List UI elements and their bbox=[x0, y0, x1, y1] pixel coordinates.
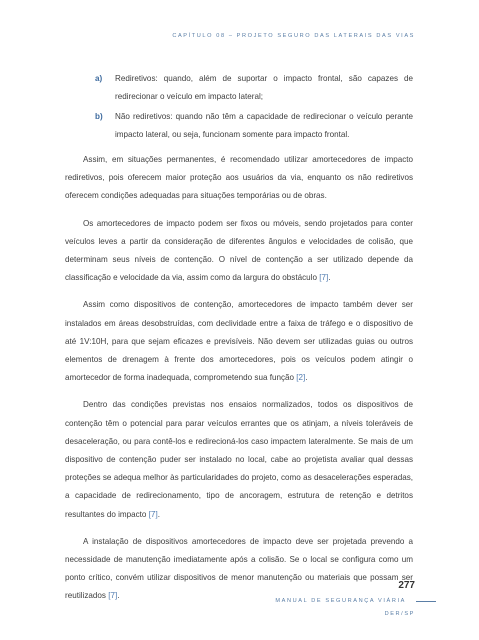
list-item-text: Não rediretivos: quando não têm a capacidade de redirecionar o veículo perante impacto lateral, ou seja, funcionam somente para impacto frontal. bbox=[115, 112, 413, 139]
paragraph-text: A instalação de dispositivos amortecedores de impacto deve ser projetada prevendo a necessidade de manutenção imediatamente após a colisão. Se o local se configura como um ponto crítico, convém utilizar dispositivos de menor manutenção ou materiais que possam ser reutilizados bbox=[65, 536, 413, 601]
paragraph-text: Assim, em situações permanentes, é recomendado utilizar amortecedores de impacto rediretivos, pois oferecem maior proteção aos usuários da via, enquanto os não rediretivos oferecem condições adequadas para situações temporárias ou de obras. bbox=[65, 155, 413, 201]
footer-divider bbox=[416, 601, 436, 602]
body-text bbox=[65, 151, 413, 615]
reference-link[interactable]: [7] bbox=[319, 273, 329, 283]
chapter-header: CAPÍTULO 08 – PROJETO SEGURO DAS LATERAIS DAS VIAS bbox=[172, 33, 415, 39]
organization-name: DER/SP bbox=[384, 611, 415, 617]
list-marker: b) bbox=[95, 112, 103, 121]
paragraph-text: Os amortecedores de impacto podem ser fixos ou móveis, sendo projetados para conter veículos leves a partir da consideração de diferentes ângulos e velocidades de colisão, que determinam seus níveis de contenção. O nível de contenção a ser utilizado depende da classificação e velocidade da via, assim como da largura do obstáculo bbox=[65, 218, 413, 283]
paragraph-text: Assim como dispositivos de contenção, amortecedores de impacto também dever ser instalados em áreas desobstruídas, com declividade entre a faixa de tráfego e o dispositivo de até 1V:10H, para que sejam eficazes e previsíveis. Não devem ser utilizadas guias ou outros elementos de drenagem à frente dos amortecedores, pois os veículos podem atingir o amortecedor de forma inadequada, comprometendo sua função bbox=[65, 300, 413, 383]
paragraph bbox=[65, 533, 413, 606]
paragraph bbox=[65, 396, 413, 523]
paragraph-tail: . bbox=[157, 509, 160, 519]
paragraph-tail: . bbox=[328, 273, 331, 283]
definition-list bbox=[95, 70, 413, 146]
list-item-text: Rediretivos: quando, além de suportar o impacto frontal, são capazes de redirecionar o veículo em impacto lateral; bbox=[115, 74, 413, 101]
reference-link[interactable]: [7] bbox=[148, 509, 158, 519]
list-item bbox=[95, 70, 413, 106]
page-number: 277 bbox=[398, 580, 415, 591]
paragraph-tail: . bbox=[305, 373, 308, 383]
paragraph-text: Dentro das condições previstas nos ensaios normalizados, todos os dispositivos de contenção têm o potencial para parar veículos errantes que os atinjam, a níveis toleráveis de desaceleração, ou para contê-los e redirecioná-los caso impactem lateralmente. Se mais de um dispositivo de contenção puder ser instalado no local, cabe ao projetista avaliar qual dessas proteções se adequa melhor às particularidades do projeto, como as desacelerações esperadas, a capacidade de redirecionamento, tipo de ancoragem, estrutura de retenção e detritos resultantes do impacto bbox=[65, 400, 413, 519]
paragraph bbox=[65, 296, 413, 387]
manual-title: MANUAL DE SEGURANÇA VIÁRIA bbox=[275, 598, 406, 604]
paragraph bbox=[65, 151, 413, 206]
paragraph-tail: . bbox=[117, 591, 120, 601]
list-item bbox=[95, 108, 413, 144]
paragraph bbox=[65, 215, 413, 288]
list-marker: a) bbox=[95, 74, 103, 83]
reference-link[interactable]: [7] bbox=[108, 591, 118, 601]
reference-link[interactable]: [2] bbox=[296, 373, 306, 383]
